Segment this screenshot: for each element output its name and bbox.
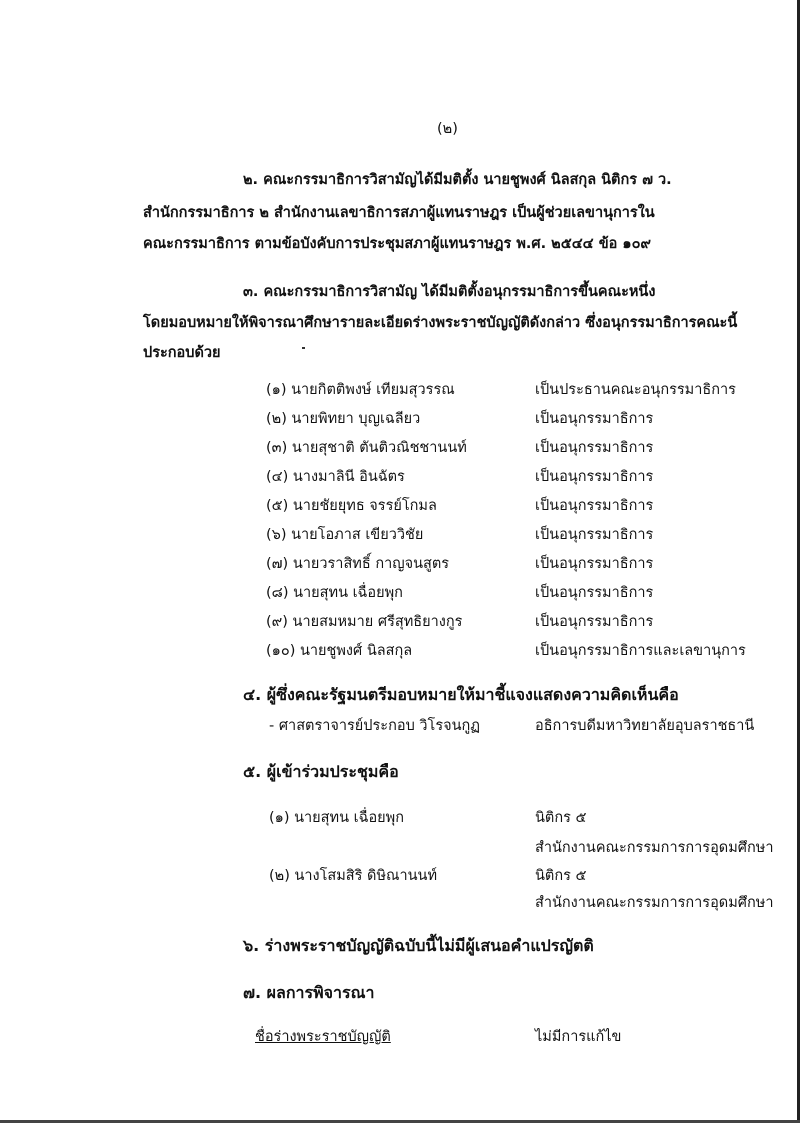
attendee-office: สำนักงานคณะกรรมการการอุดมศึกษา (535, 840, 774, 856)
scan-speck (302, 347, 305, 349)
page-number: (๒) (437, 121, 458, 137)
attendee-name: (๑) นายสุทน เฉื่อยพุก (269, 810, 404, 826)
bill-title-label: ชื่อร่างพระราชบัญญัติ (255, 1029, 391, 1045)
member-name: (๗) นายวราสิทธิ์ กาญจนสูตร (266, 556, 450, 572)
member-role: เป็นอนุกรรมาธิการ (535, 556, 654, 572)
member-role: เป็นอนุกรรมาธิการ (535, 469, 654, 485)
section2-line2: สำนักกรรมาธิการ ๒ สำนักงานเลขาธิการสภาผู้แทนราษฎร เป็นผู้ช่วยเลขานุการใน (143, 205, 655, 221)
section7-heading: ๗. ผลการพิจารณา (243, 983, 375, 1002)
section2-line1: ๒. คณะกรรมาธิการวิสามัญได้มีมติตั้ง นายชูพงศ์ นิลสกุล นิติกร ๗ ว. (243, 172, 672, 188)
member-role: เป็นอนุกรรมาธิการ (535, 498, 654, 514)
member-name: (๑๐) นายชูพงศ์ นิลสกุล (266, 643, 413, 659)
member-name: (๔) นางมาลินี อินฉัตร (266, 469, 405, 485)
member-role: เป็นอนุกรรมาธิการ (535, 411, 654, 427)
bill-title-result: ไม่มีการแก้ไข (535, 1029, 622, 1045)
member-name: (๖) นายโอภาส เขียววิชัย (266, 527, 424, 543)
section3-line3: ประกอบด้วย (143, 345, 221, 361)
member-role: เป็นอนุกรรมาธิการ (535, 440, 654, 456)
section3-line2: โดยมอบหมายให้พิจารณาศึกษารายละเอียดร่างพระราชบัญญัติดังกล่าว ซึ่งอนุกรรมาธิการคณะนี้ (143, 315, 738, 331)
section4-representative-role: อธิการบดีมหาวิทยาลัยอุบลราชธานี (535, 718, 755, 734)
section4-heading: ๔. ผู้ซึ่งคณะรัฐมนตรีมอบหมายให้มาชี้แจงแสดงความคิดเห็นคือ (243, 685, 679, 704)
member-role: เป็นอนุกรรมาธิการ (535, 614, 654, 630)
attendee-position: นิติกร ๕ (535, 868, 587, 884)
member-role: เป็นอนุกรรมาธิการ (535, 527, 654, 543)
member-name: (๙) นายสมหมาย ศรีสุทธิยางกูร (266, 614, 463, 630)
section6-heading: ๖. ร่างพระราชบัญญัติฉบับนี้ไม่มีผู้เสนอคำแปรญัตติ (243, 936, 594, 955)
member-role: เป็นประธานคณะอนุกรรมาธิการ (535, 382, 736, 398)
section3-line1: ๓. คณะกรรมาธิการวิสามัญ ได้มีมติตั้งอนุกรรมาธิการขึ้นคณะหนึ่ง (243, 284, 656, 300)
section5-heading: ๕. ผู้เข้าร่วมประชุมคือ (243, 762, 399, 781)
member-name: (๓) นายสุชาติ ตันติวณิชชานนท์ (266, 440, 467, 456)
attendee-name: (๒) นางโสมสิริ ดิษิณานนท์ (269, 868, 438, 884)
section4-representative-name: - ศาสตราจารย์ประกอบ วิโรจนกูฏ (269, 718, 481, 734)
member-name: (๒) นายพิทยา บุญเฉลียว (266, 411, 421, 427)
attendee-position: นิติกร ๕ (535, 810, 587, 826)
member-role: เป็นอนุกรรมาธิการ (535, 585, 654, 601)
member-name: (๑) นายกิตติพงษ์ เทียมสุวรรณ (266, 382, 455, 398)
member-role: เป็นอนุกรรมาธิการและเลขานุการ (535, 643, 746, 659)
section2-line3: คณะกรรมาธิการ ตามข้อบังคับการประชุมสภาผู้แทนราษฎร พ.ศ. ๒๕๔๔ ข้อ ๑๐๙ (143, 236, 652, 252)
attendee-office: สำนักงานคณะกรรมการการอุดมศึกษา (535, 895, 774, 911)
member-name: (๕) นายชัยยุทธ จรรย์โกมล (266, 498, 437, 514)
member-name: (๘) นายสุทน เฉื่อยพุก (266, 585, 403, 601)
